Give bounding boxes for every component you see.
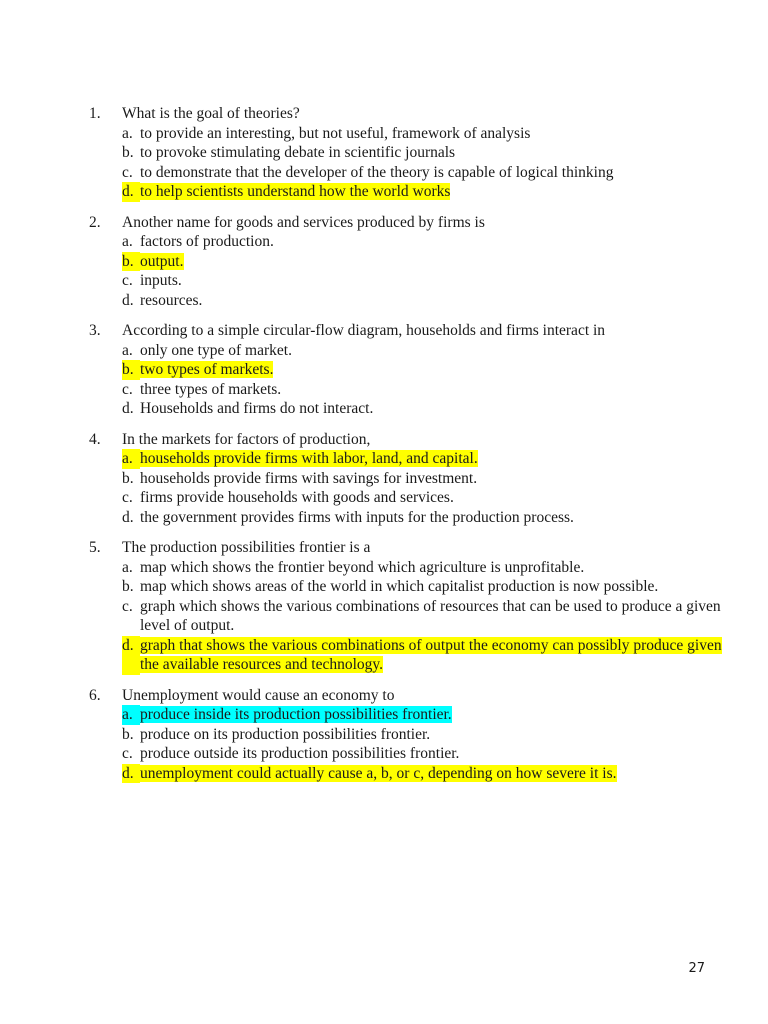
option-text: map which shows areas of the world in which capitalist production is now possible. — [140, 578, 659, 595]
answer-option-highlighted — [122, 360, 729, 380]
question-number: 1. — [89, 105, 101, 122]
option-letter: c. — [122, 163, 133, 181]
option-letter: d. — [122, 400, 134, 417]
option-text: unemployment could actually cause a, b, or c, depending on how severe it is. — [140, 764, 617, 782]
question-item — [89, 213, 729, 311]
option-letter: a. — [122, 233, 133, 250]
option-text-wrap — [140, 705, 729, 725]
option-text-wrap — [140, 182, 729, 202]
option-letter: b. — [122, 725, 134, 743]
option-text-wrap — [140, 597, 729, 636]
option-letter: c. — [122, 380, 133, 398]
question-stem — [89, 686, 729, 706]
option-text: to demonstrate that the developer of the theory is capable of logical thinking — [140, 163, 614, 181]
question-stem — [89, 430, 729, 450]
answer-option-highlighted — [122, 252, 729, 272]
option-text-wrap — [140, 232, 729, 252]
option-text-wrap — [140, 449, 729, 469]
answer-options — [89, 705, 729, 783]
answer-option — [122, 744, 729, 764]
question-stem — [89, 104, 729, 124]
option-text: two types of markets. — [140, 361, 274, 378]
answer-option — [122, 577, 729, 597]
option-text-wrap — [140, 252, 729, 272]
option-text-wrap — [140, 124, 729, 144]
option-text: inputs. — [140, 272, 182, 289]
answer-options — [89, 341, 729, 419]
answer-option — [122, 725, 729, 745]
option-letter: b. — [122, 144, 134, 161]
option-text-wrap — [140, 163, 729, 183]
option-letter: a. — [122, 124, 133, 142]
option-text-wrap — [140, 380, 729, 400]
question-text: The production possibilities frontier is a — [122, 539, 371, 556]
answer-option-highlighted — [122, 764, 729, 784]
option-text: households provide firms with labor, land, and capital. — [140, 450, 478, 467]
answer-option — [122, 143, 729, 163]
option-letter: c. — [122, 489, 133, 506]
option-letter: d. — [122, 508, 134, 526]
option-text-wrap — [140, 341, 729, 361]
option-text-wrap — [140, 764, 729, 784]
answer-option — [122, 291, 729, 311]
option-text-wrap — [140, 399, 729, 419]
option-text-wrap — [140, 488, 729, 508]
option-text: map which shows the frontier beyond which agriculture is unprofitable. — [140, 558, 585, 576]
answer-option — [122, 380, 729, 400]
option-text-wrap — [140, 508, 729, 528]
option-text: households provide firms with savings for investment. — [140, 469, 478, 487]
question-text: What is the goal of theories? — [122, 105, 300, 122]
answer-option — [122, 488, 729, 508]
option-letter: d. — [122, 636, 140, 675]
option-text-wrap — [140, 271, 729, 291]
option-letter: b. — [122, 360, 140, 380]
answer-option-highlighted — [122, 182, 729, 202]
option-letter: d. — [122, 291, 134, 309]
option-text: graph which shows the various combinations of resources that can be used to produce a given level of output. — [140, 597, 721, 634]
question-number: 5. — [89, 539, 101, 556]
option-text-wrap — [140, 577, 729, 597]
option-letter: a. — [122, 558, 133, 576]
answer-option — [122, 597, 729, 636]
answer-option-highlighted — [122, 705, 729, 725]
answer-option-highlighted — [122, 636, 729, 675]
option-text: produce outside its production possibilities frontier. — [140, 745, 460, 762]
option-letter: a. — [122, 705, 140, 725]
option-text-wrap — [140, 469, 729, 489]
option-text-wrap — [140, 558, 729, 578]
answer-options — [89, 232, 729, 310]
answer-option — [122, 399, 729, 419]
answer-option — [122, 163, 729, 183]
option-text: produce on its production possibilities frontier. — [140, 725, 431, 743]
answer-option — [122, 232, 729, 252]
option-text-wrap — [140, 636, 729, 675]
option-text-wrap — [140, 143, 729, 163]
answer-option — [122, 508, 729, 528]
option-text: the government provides firms with inputs for the production process. — [140, 508, 574, 526]
question-number: 2. — [89, 213, 101, 231]
option-letter: d. — [122, 764, 140, 784]
question-text: Unemployment would cause an economy to — [122, 686, 395, 704]
option-text: to provide an interesting, but not useful, framework of analysis — [140, 124, 531, 142]
option-text: firms provide households with goods and services. — [140, 489, 454, 506]
question-stem — [89, 321, 729, 341]
answer-option — [122, 341, 729, 361]
answer-options — [89, 449, 729, 527]
option-text: three types of markets. — [140, 380, 282, 398]
option-text: Households and firms do not interact. — [140, 400, 374, 417]
option-letter: c. — [122, 597, 133, 615]
answer-option — [122, 469, 729, 489]
option-text: to help scientists understand how the world works — [140, 183, 451, 200]
option-text: produce inside its production possibilities frontier. — [140, 706, 452, 723]
question-item — [89, 321, 729, 419]
option-text: to provoke stimulating debate in scientific journals — [140, 144, 456, 161]
option-text: factors of production. — [140, 233, 274, 250]
option-text: graph that shows the various combinations of output the economy can possibly produce given the available resources and technology. — [140, 636, 722, 673]
option-text-wrap — [140, 744, 729, 764]
option-letter: b. — [122, 252, 140, 272]
question-item — [89, 104, 729, 202]
question-item — [89, 538, 729, 675]
option-letter: d. — [122, 182, 140, 202]
option-text: only one type of market. — [140, 341, 292, 359]
option-letter: c. — [122, 272, 133, 289]
answer-option — [122, 558, 729, 578]
question-stem — [89, 213, 729, 233]
question-number: 3. — [89, 322, 101, 339]
option-letter: c. — [122, 745, 133, 762]
question-number: 6. — [89, 686, 101, 704]
option-letter: b. — [122, 578, 134, 595]
answer-option — [122, 271, 729, 291]
question-text: According to a simple circular-flow diagram, households and firms interact in — [122, 322, 606, 339]
question-stem — [89, 538, 729, 558]
option-letter: a. — [122, 449, 140, 469]
question-item — [89, 686, 729, 784]
option-text: resources. — [140, 291, 203, 309]
question-number: 4. — [89, 430, 101, 448]
question-text: In the markets for factors of production, — [122, 430, 371, 448]
question-text: Another name for goods and services produced by firms is — [122, 213, 485, 231]
option-letter: a. — [122, 341, 133, 359]
answer-option — [122, 124, 729, 144]
answer-option-highlighted — [122, 449, 729, 469]
option-text-wrap — [140, 291, 729, 311]
page-number: 27 — [688, 961, 705, 976]
answer-options — [89, 124, 729, 202]
question-item — [89, 430, 729, 528]
option-text-wrap — [140, 725, 729, 745]
option-letter: b. — [122, 469, 134, 487]
answer-options — [89, 558, 729, 675]
option-text-wrap — [140, 360, 729, 380]
question-list — [89, 104, 729, 794]
option-text: output. — [140, 252, 184, 270]
